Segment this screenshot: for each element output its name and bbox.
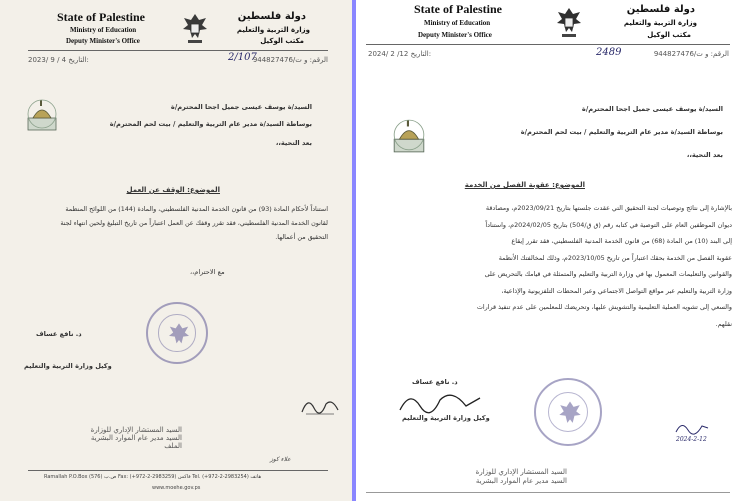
date-value: 2023/ 9 / 4 — [28, 56, 67, 64]
footer-initials: علاء كوز — [270, 456, 291, 463]
header-rule — [366, 44, 730, 45]
footer-website: www.moehe.gov.ps — [152, 485, 201, 491]
ref-row — [654, 50, 729, 58]
header-en-ministry: Ministry of Education — [70, 26, 137, 34]
body-line: بالإشارة إلى نتائج وتوصيات لجنة التحقيق التي عقدت جلستها بتاريخ 2023/09/21م، ومصادقة — [485, 204, 732, 212]
date-row — [368, 50, 431, 58]
official-stamp — [146, 302, 208, 364]
header-en-ministry: Ministry of Education — [424, 19, 491, 27]
ref-number: 944827476 — [653, 50, 694, 58]
footer-cc-2: السيد مدير عام الموارد البشرية — [475, 477, 567, 485]
official-stamp — [534, 378, 602, 446]
handwritten-date: 2024-2-12 — [676, 436, 707, 443]
salutation: بعد التحية،، — [686, 151, 723, 159]
body-line: لقانون الخدمة المدنية الفلسطيني، فقد تقرر وقفك عن العمل اعتباراً من تاريخ التبليغ ولحين انتهاء لجنة — [60, 219, 328, 227]
signer-title: وكيل وزارة التربية والتعليم — [24, 362, 112, 370]
greeting: السيد/ة يوسف عيسى جميل اجحا المحترم/ة — [581, 105, 723, 113]
body-line: إلى البند (10) من المادة (68) من قانون الخدمة المدنية الفلسطيني، فقد تقرر إيقاع — [511, 237, 732, 245]
subject-text: عقوبة الفصل من الخدمة — [464, 181, 550, 189]
signature-scribble-icon — [396, 384, 486, 418]
body-line: ديوان الموظفين العام على التوصية في كتابه رقم (ق ق/504) بتاريخ 2024/02/05م، واستناداً — [485, 220, 732, 229]
header-ar-title: دولة فلسطين — [626, 4, 695, 15]
date-row — [28, 56, 89, 64]
stamp-eagle-icon — [165, 320, 193, 350]
subject-label: الموضوع: — [552, 181, 585, 189]
ref-handwritten: 2/107 — [228, 52, 257, 63]
footer-rule — [28, 470, 328, 471]
body-line: وزارة التربية والتعليم عبر مواقع التواصل الاجتماعي وعبر المحطات التلفزيونية والإذاعية، — [501, 286, 732, 295]
header-ar-title: دولة فلسطين — [237, 11, 306, 22]
footer-rule — [366, 492, 730, 493]
subject-text: الوقف عن العمل — [126, 186, 185, 194]
via-line: بوساطة السيد/ة مدير عام التربية والتعليم / بيت لحم المحترم/ة — [520, 128, 723, 136]
body-paragraph — [366, 200, 732, 332]
subject-label: الموضوع: — [187, 186, 220, 194]
header-en-title: State of Palestine — [57, 10, 145, 24]
dome-of-rock-logo-icon — [392, 118, 426, 154]
letter-suspension — [0, 0, 352, 501]
palestine-eagle-emblem-icon — [554, 4, 584, 40]
salutation: بعد التحية،، — [275, 139, 312, 147]
ref-handwritten: 2489 — [596, 47, 622, 58]
header-ar-office: مكتب الوكيل — [647, 31, 691, 39]
body-paragraph — [28, 202, 328, 244]
body-line: التحقيق من أعمالها. — [275, 233, 328, 241]
footer-cc-1: السيد المستشار الإداري للوزارة — [475, 468, 567, 476]
signer-title: وكيل وزارة التربية والتعليم — [402, 414, 490, 422]
stamp-eagle-icon — [555, 398, 585, 430]
ref-label: الرقم: و ت/ — [292, 56, 328, 64]
header-ar-ministry: وزارة التربية والتعليم — [623, 19, 697, 27]
body-line: والسعي إلى تشويه العملية التعليمية والتشويش عليها، وتحريضك للمعلمين على عدم تنفيذ قرارات — [476, 303, 732, 311]
subject-line — [465, 181, 585, 189]
body-line: والقوانين والتعليمات المعمول بها في وزارة التربية والتعليم والمتمثلة في قيامك بالتحريض على — [484, 270, 732, 278]
header-ar-office: مكتب الوكيل — [260, 37, 304, 45]
footer-cc-2: السيد مدير عام الموارد البشرية — [90, 434, 182, 442]
header-en-title: State of Palestine — [414, 2, 502, 16]
body-line: نقلهم. — [715, 319, 732, 328]
footer-cc-1: السيد المستشار الإداري للوزارة — [90, 426, 182, 434]
via-line: بوساطة السيد/ة مدير عام التربية والتعليم / بيت لحم المحترم/ة — [109, 120, 312, 128]
signer-name: د. نافع عساف — [36, 330, 82, 338]
palestine-eagle-emblem-icon — [180, 10, 210, 46]
header-ar-ministry: وزارة التربية والتعليم — [236, 26, 310, 34]
subject-line — [127, 186, 221, 194]
header-rule — [28, 50, 328, 51]
body-line: عقوبة الفصل من الخدمة بحقك اعتباراً من تاريخ 2023/10/05م، وذلك لمخالفتك الأنظمة — [498, 253, 732, 262]
greeting: السيد/ة يوسف عيسى جميل اجحا المحترم/ة — [170, 103, 312, 111]
letter-dismissal — [352, 0, 737, 501]
closing: مع الاحترام،، — [190, 268, 225, 276]
initial-scribble-icon — [674, 418, 710, 436]
ref-row — [253, 56, 328, 64]
signer-name: د. نافع عساف — [412, 378, 458, 386]
header-en-office: Deputy Minister's Office — [66, 37, 140, 45]
signature-scribble-icon — [300, 392, 340, 418]
footer-cc-3: الملف — [164, 442, 182, 450]
header-en-office: Deputy Minister's Office — [418, 31, 492, 39]
date-label: التاريخ: — [410, 50, 432, 58]
date-value: 2024/ 2 /12 — [368, 50, 409, 58]
ref-label: الرقم: و ت/ — [693, 50, 729, 58]
date-label: التاريخ: — [68, 56, 89, 64]
ref-number: 944827476 — [252, 56, 293, 64]
body-line: استناداً لأحكام المادة (93) من قانون الخدمة المدنية الفلسطيني، والمادة (144) من اللوائح المنظمة — [65, 205, 328, 213]
footer-address: Ramallah P.O.Box (576) ص.ب Fax: (+972-2-2983259) فاكس Tel. (+972-2-2983254) هاتف — [44, 474, 262, 480]
dome-of-rock-logo-icon — [26, 98, 58, 132]
